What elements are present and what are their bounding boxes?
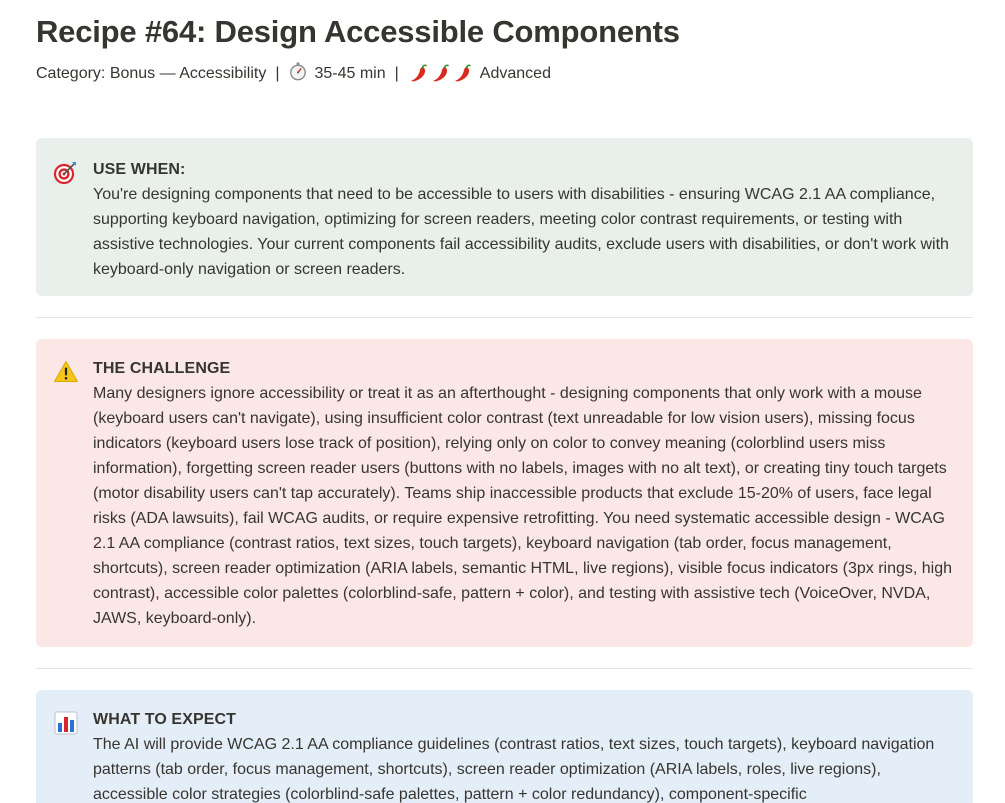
challenge-heading: THE CHALLENGE xyxy=(93,360,231,377)
divider xyxy=(36,317,973,318)
use-when-heading: USE WHEN: xyxy=(93,161,186,178)
stopwatch-icon xyxy=(288,61,308,86)
expect-callout xyxy=(36,690,973,803)
bar-chart-icon xyxy=(52,709,80,737)
meta-separator: | xyxy=(394,64,399,82)
difficulty-label: Advanced xyxy=(479,64,551,82)
target-icon xyxy=(52,158,80,186)
meta-separator: | xyxy=(275,64,280,82)
category-label: Category: Bonus — Accessibility xyxy=(36,64,267,82)
challenge-callout xyxy=(36,339,973,647)
warning-icon xyxy=(52,358,80,386)
chili-pepper-icon xyxy=(408,63,474,85)
expect-body: The AI will provide WCAG 2.1 AA compliance guidelines (contrast ratios, text sizes, touch targets), keyboard navigation patterns (tab order, focus management, shortcuts), screen reader optimization (ARIA labels, roles, live regions), accessible color strategies (colorblind-safe palettes, pattern + color redundancy), component-specific xyxy=(93,736,935,803)
use-when-callout xyxy=(36,138,973,296)
challenge-body: Many designers ignore accessibility or treat it as an afterthought - designing components that only work with a mouse (keyboard users can't navigate), using insufficient color contrast (text unreadable for low vision users), missing focus indicators (keyboard users lose track of position), relying only on color to convey meaning (colorblind users miss information), forgetting screen reader users (buttons with no labels, images with no alt text), or creating tiny touch targets (motor disability users can't tap accurately). Teams ship inaccessible products that exclude 15-20% of users, face legal risks (ADA lawsuits), fail WCAG audits, or require expensive retrofitting. You need systematic accessible design - WCAG 2.1 AA compliance (contrast ratios, text sizes, touch targets), keyboard navigation (tab order, focus management, shortcuts), screen reader optimization (ARIA labels, semantic HTML, live regions), visible focus indicators (3px rings, high contrast), accessible color palettes (colorblind-safe, pattern + color), and testing with assistive tech (VoiceOver, NVDA, JAWS, keyboard-only). xyxy=(93,385,953,627)
page-title: Recipe #64: Design Accessible Components xyxy=(36,14,680,49)
expect-heading: WHAT TO EXPECT xyxy=(93,711,237,728)
use-when-body: You're designing components that need to be accessible to users with disabilities - ensuring WCAG 2.1 AA compliance, supporting keyboard navigation, optimizing for screen readers, meeting color contrast requirements, or testing with assistive technologies. Your current components fail accessibility audits, exclude users with disabilities, or don't work with keyboard-only navigation or screen readers. xyxy=(93,186,949,278)
time-estimate: 35-45 min xyxy=(314,64,386,82)
recipe-meta xyxy=(36,61,551,86)
divider xyxy=(36,668,973,669)
